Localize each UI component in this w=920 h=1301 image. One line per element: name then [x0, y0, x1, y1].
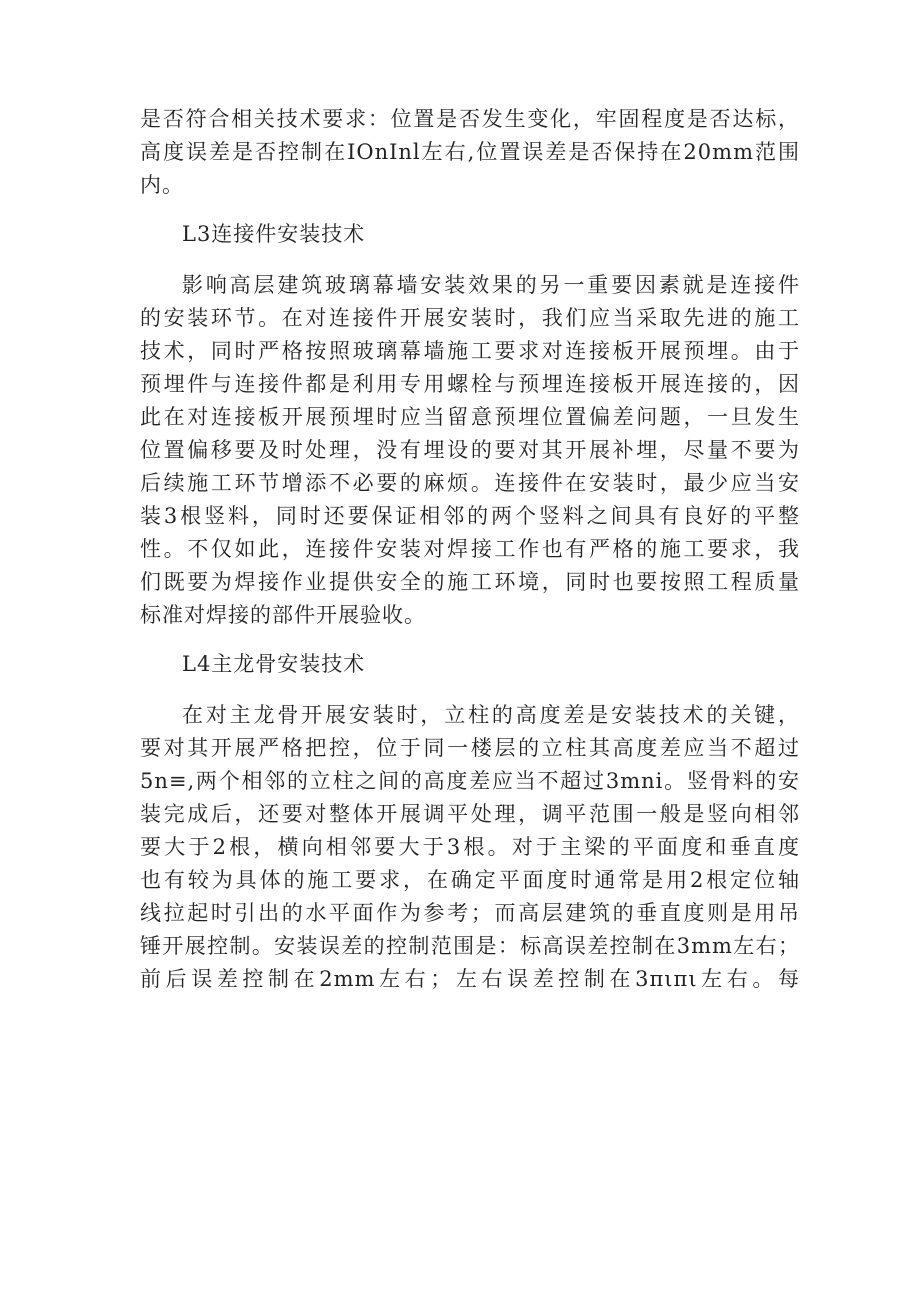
- text-line: 影响高层建筑玻璃幕墙安装效果的另一重要因素就是连接件: [182, 273, 800, 297]
- text-line: 要大于2根，横向相邻要大于3根。对于主梁的平面度和垂直度: [140, 835, 800, 859]
- text-line: 高度误差是否控制在IOnInl左右,位置误差是否保持在20mm范围: [140, 140, 800, 164]
- paragraph-connector-install: [140, 269, 800, 632]
- text-line: 技术，同时严格按照玻璃幕墙施工要求对连接板开展预埋。由于: [140, 339, 800, 363]
- text-line: 内。: [140, 173, 184, 197]
- text-line: 后续施工环节增添不必要的麻烦。连接件在安装时，最少应当安: [140, 471, 800, 495]
- paragraph-main-keel-install: [140, 699, 800, 996]
- text-line: 线拉起时引出的水平面作为参考；而高层建筑的垂直度则是用吊: [140, 901, 800, 925]
- text-line: 前后误差控制在2mm左右；左右误差控制在3πιπι左右。每: [140, 967, 800, 991]
- section-heading-l4: L4主龙骨安装技术: [182, 652, 366, 676]
- text-line: 5n≡,两个相邻的立柱之间的高度差应当不超过3mni。竖骨料的安: [140, 769, 800, 793]
- section-heading-l3: L3连接件安装技术: [182, 222, 366, 246]
- text-line: 标准对焊接的部件开展验收。: [140, 603, 426, 627]
- text-line: 们既要为焊接作业提供安全的施工环境，同时也要按照工程质量: [140, 570, 800, 594]
- text-line: 锤开展控制。安装误差的控制范围是：标高误差控制在3mm左右；: [140, 934, 800, 958]
- document-body: [140, 103, 800, 996]
- text-line: 位置偏移要及时处理，没有埋设的要对其开展补埋，尽量不要为: [140, 438, 800, 462]
- text-line: 要对其开展严格把控，位于同一楼层的立柱其高度差应当不超过: [140, 736, 800, 760]
- text-line: 此在对连接板开展预埋时应当留意预埋位置偏差问题，一旦发生: [140, 405, 800, 429]
- text-line: 是否符合相关技术要求：位置是否发生变化，牢固程度是否达标，: [140, 107, 800, 131]
- text-line: 预埋件与连接件都是利用专用螺栓与预埋连接板开展连接的，因: [140, 372, 800, 396]
- text-line: 也有较为具体的施工要求，在确定平面度时通常是用2根定位轴: [140, 868, 800, 892]
- text-line: 装3根竖料，同时还要保证相邻的两个竖料之间具有良好的平整: [140, 504, 800, 528]
- text-line: 性。不仅如此，连接件安装对焊接工作也有严格的施工要求，我: [140, 537, 800, 561]
- text-line: 的安装环节。在对连接件开展安装时，我们应当采取先进的施工: [140, 306, 800, 330]
- text-line: 装完成后，还要对整体开展调平处理，调平范围一般是竖向相邻: [140, 802, 800, 826]
- text-line: 在对主龙骨开展安装时，立柱的高度差是安装技术的关键，: [182, 703, 800, 727]
- paragraph-position-check: [140, 103, 800, 202]
